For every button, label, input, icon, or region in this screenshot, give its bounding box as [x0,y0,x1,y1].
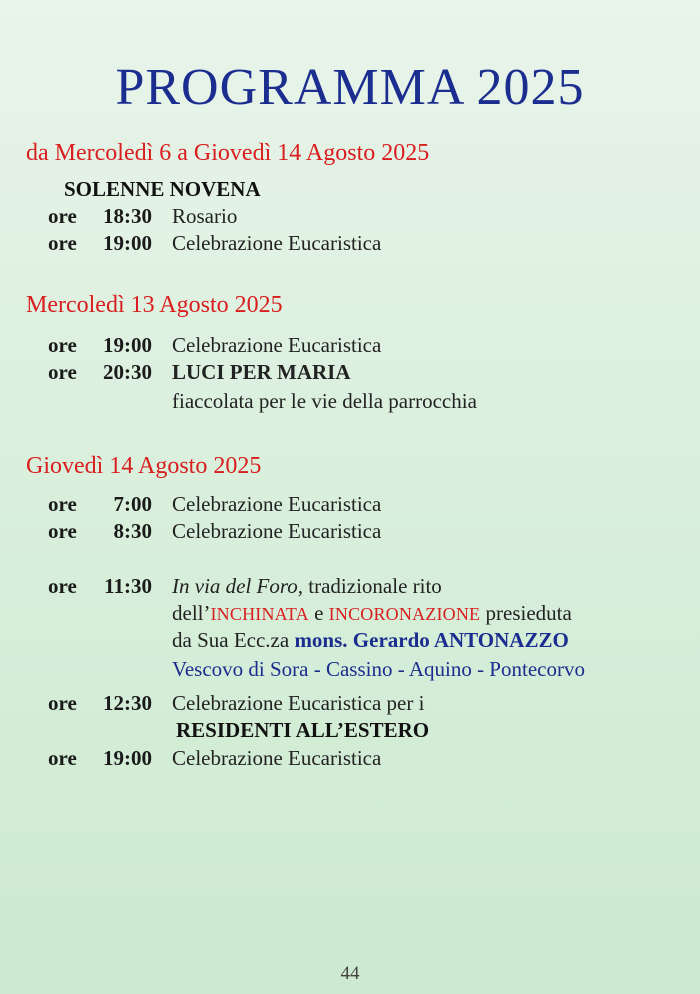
location-italic: In via del Foro, [172,574,304,598]
event-description: Celebrazione Eucaristica [172,492,382,516]
event-description: Celebrazione Eucaristica [172,519,382,543]
event-note: fiaccolata per le vie della parrocchia [172,389,477,413]
event-description: Celebrazione Eucaristica [172,231,382,255]
event-description: Rosario [172,204,238,228]
section-heading-14-agosto: Giovedì 14 Agosto 2025 [26,453,262,479]
event-line-presider: da Sua Ecc.za mons. Gerardo ANTONAZZO [172,628,569,652]
inchinata-label: INCHINATA [210,604,309,624]
event-description: In via del Foro, tradizionale rito [172,574,442,598]
incoronazione-label: INCORONAZIONE [328,604,481,624]
event-description: Celebrazione Eucaristica per i [172,691,425,715]
page-number: 44 [340,963,360,984]
section-subtitle: SOLENNE NOVENA [64,177,261,201]
section-heading-novena: da Mercoledì 6 a Giovedì 14 Agosto 2025 [26,140,430,166]
bishop-title: Vescovo di Sora - Cassino - Aquino - Pontecorvo [172,657,585,681]
event-line-rito: dell’INCHINATA e INCORONAZIONE presieduta [172,601,572,625]
event-description: LUCI PER MARIA [172,360,351,384]
section-heading-13-agosto: Mercoledì 13 Agosto 2025 [26,292,283,318]
residenti-estero: RESIDENTI ALL’ESTERO [176,718,430,742]
event-description: Celebrazione Eucaristica [172,333,382,357]
page-title: PROGRAMMA 2025 [115,59,585,116]
event-description: Celebrazione Eucaristica [172,746,382,770]
bishop-name: mons. Gerardo ANTONAZZO [294,628,569,652]
